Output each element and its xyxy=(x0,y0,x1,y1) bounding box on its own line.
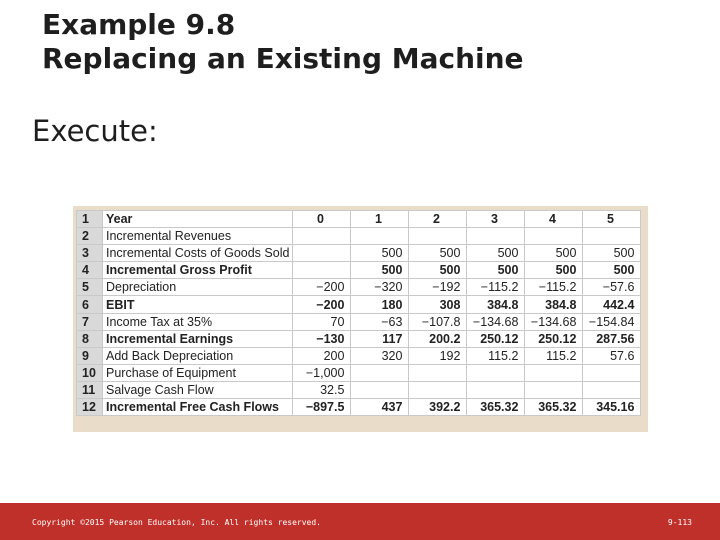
value-cell: 500 xyxy=(351,262,409,279)
spreadsheet-panel xyxy=(73,206,648,432)
value-cell: 500 xyxy=(583,245,641,262)
value-cell: −134.68 xyxy=(467,313,525,330)
value-cell: 0 xyxy=(293,211,351,228)
value-cell xyxy=(293,228,351,245)
row-label: Incremental Gross Profit xyxy=(103,262,293,279)
value-cell: 345.16 xyxy=(583,399,641,416)
table-row xyxy=(77,399,641,416)
value-cell: 180 xyxy=(351,296,409,313)
value-cell: 392.2 xyxy=(409,399,467,416)
row-number: 7 xyxy=(77,313,103,330)
value-cell xyxy=(409,381,467,398)
value-cell: 117 xyxy=(351,330,409,347)
row-number: 6 xyxy=(77,296,103,313)
value-cell: −107.8 xyxy=(409,313,467,330)
row-number: 5 xyxy=(77,279,103,296)
table-row xyxy=(77,381,641,398)
value-cell xyxy=(525,228,583,245)
value-cell xyxy=(351,364,409,381)
value-cell: 115.2 xyxy=(467,347,525,364)
row-label: Incremental Free Cash Flows xyxy=(103,399,293,416)
value-cell: 437 xyxy=(351,399,409,416)
row-label: Depreciation xyxy=(103,279,293,296)
value-cell xyxy=(467,364,525,381)
row-label: Incremental Earnings xyxy=(103,330,293,347)
execute-heading: Execute: xyxy=(32,114,158,148)
row-number: 8 xyxy=(77,330,103,347)
value-cell: 500 xyxy=(525,262,583,279)
row-number: 10 xyxy=(77,364,103,381)
row-number: 1 xyxy=(77,211,103,228)
value-cell: 384.8 xyxy=(525,296,583,313)
table-row xyxy=(77,262,641,279)
value-cell xyxy=(583,228,641,245)
value-cell xyxy=(409,228,467,245)
value-cell xyxy=(351,381,409,398)
table-row xyxy=(77,211,641,228)
slide-title xyxy=(42,8,524,76)
value-cell: 250.12 xyxy=(525,330,583,347)
value-cell: −134.68 xyxy=(525,313,583,330)
value-cell: 500 xyxy=(525,245,583,262)
row-label: Incremental Revenues xyxy=(103,228,293,245)
value-cell: 500 xyxy=(583,262,641,279)
value-cell: −200 xyxy=(293,296,351,313)
value-cell: −154.84 xyxy=(583,313,641,330)
table-row xyxy=(77,313,641,330)
page-number: 9-113 xyxy=(667,518,692,527)
value-cell: 32.5 xyxy=(293,381,351,398)
value-cell xyxy=(409,364,467,381)
cash-flow-table xyxy=(76,210,641,416)
row-label: Salvage Cash Flow xyxy=(103,381,293,398)
footer-bar xyxy=(0,503,720,540)
row-label: Income Tax at 35% xyxy=(103,313,293,330)
value-cell: 3 xyxy=(467,211,525,228)
value-cell: 365.32 xyxy=(467,399,525,416)
value-cell: −192 xyxy=(409,279,467,296)
value-cell: −320 xyxy=(351,279,409,296)
value-cell: 384.8 xyxy=(467,296,525,313)
value-cell: −130 xyxy=(293,330,351,347)
value-cell xyxy=(293,262,351,279)
row-label: Add Back Depreciation xyxy=(103,347,293,364)
row-label: Incremental Costs of Goods Sold xyxy=(103,245,293,262)
value-cell: −115.2 xyxy=(467,279,525,296)
value-cell: −1,000 xyxy=(293,364,351,381)
value-cell: 365.32 xyxy=(525,399,583,416)
table-row xyxy=(77,330,641,347)
value-cell: 250.12 xyxy=(467,330,525,347)
value-cell: 287.56 xyxy=(583,330,641,347)
table-row xyxy=(77,364,641,381)
value-cell: 70 xyxy=(293,313,351,330)
table-row xyxy=(77,228,641,245)
value-cell: 57.6 xyxy=(583,347,641,364)
row-number: 12 xyxy=(77,399,103,416)
value-cell: 320 xyxy=(351,347,409,364)
value-cell: −115.2 xyxy=(525,279,583,296)
value-cell: 500 xyxy=(351,245,409,262)
table-row xyxy=(77,279,641,296)
value-cell: 200 xyxy=(293,347,351,364)
value-cell: 4 xyxy=(525,211,583,228)
table-row xyxy=(77,245,641,262)
row-number: 9 xyxy=(77,347,103,364)
value-cell: 442.4 xyxy=(583,296,641,313)
row-label: Year xyxy=(103,211,293,228)
value-cell: −57.6 xyxy=(583,279,641,296)
value-cell xyxy=(525,381,583,398)
row-number: 4 xyxy=(77,262,103,279)
table-row xyxy=(77,296,641,313)
value-cell xyxy=(351,228,409,245)
value-cell: 500 xyxy=(409,245,467,262)
title-line-1: Example 9.8 xyxy=(42,8,236,41)
value-cell: 1 xyxy=(351,211,409,228)
value-cell xyxy=(467,381,525,398)
value-cell: −897.5 xyxy=(293,399,351,416)
value-cell: 308 xyxy=(409,296,467,313)
value-cell: 200.2 xyxy=(409,330,467,347)
value-cell: −63 xyxy=(351,313,409,330)
row-label: EBIT xyxy=(103,296,293,313)
copyright-text: Copyright ©2015 Pearson Education, Inc. All rights reserved. xyxy=(32,518,321,527)
value-cell: 500 xyxy=(467,245,525,262)
title-line-2: Replacing an Existing Machine xyxy=(42,42,524,75)
value-cell: 500 xyxy=(409,262,467,279)
value-cell xyxy=(293,245,351,262)
value-cell: 192 xyxy=(409,347,467,364)
value-cell xyxy=(467,228,525,245)
value-cell: 5 xyxy=(583,211,641,228)
row-label: Purchase of Equipment xyxy=(103,364,293,381)
value-cell xyxy=(583,381,641,398)
table-row xyxy=(77,347,641,364)
value-cell xyxy=(583,364,641,381)
value-cell: 500 xyxy=(467,262,525,279)
value-cell: 115.2 xyxy=(525,347,583,364)
row-number: 11 xyxy=(77,381,103,398)
row-number: 3 xyxy=(77,245,103,262)
value-cell: 2 xyxy=(409,211,467,228)
value-cell xyxy=(525,364,583,381)
row-number: 2 xyxy=(77,228,103,245)
value-cell: −200 xyxy=(293,279,351,296)
